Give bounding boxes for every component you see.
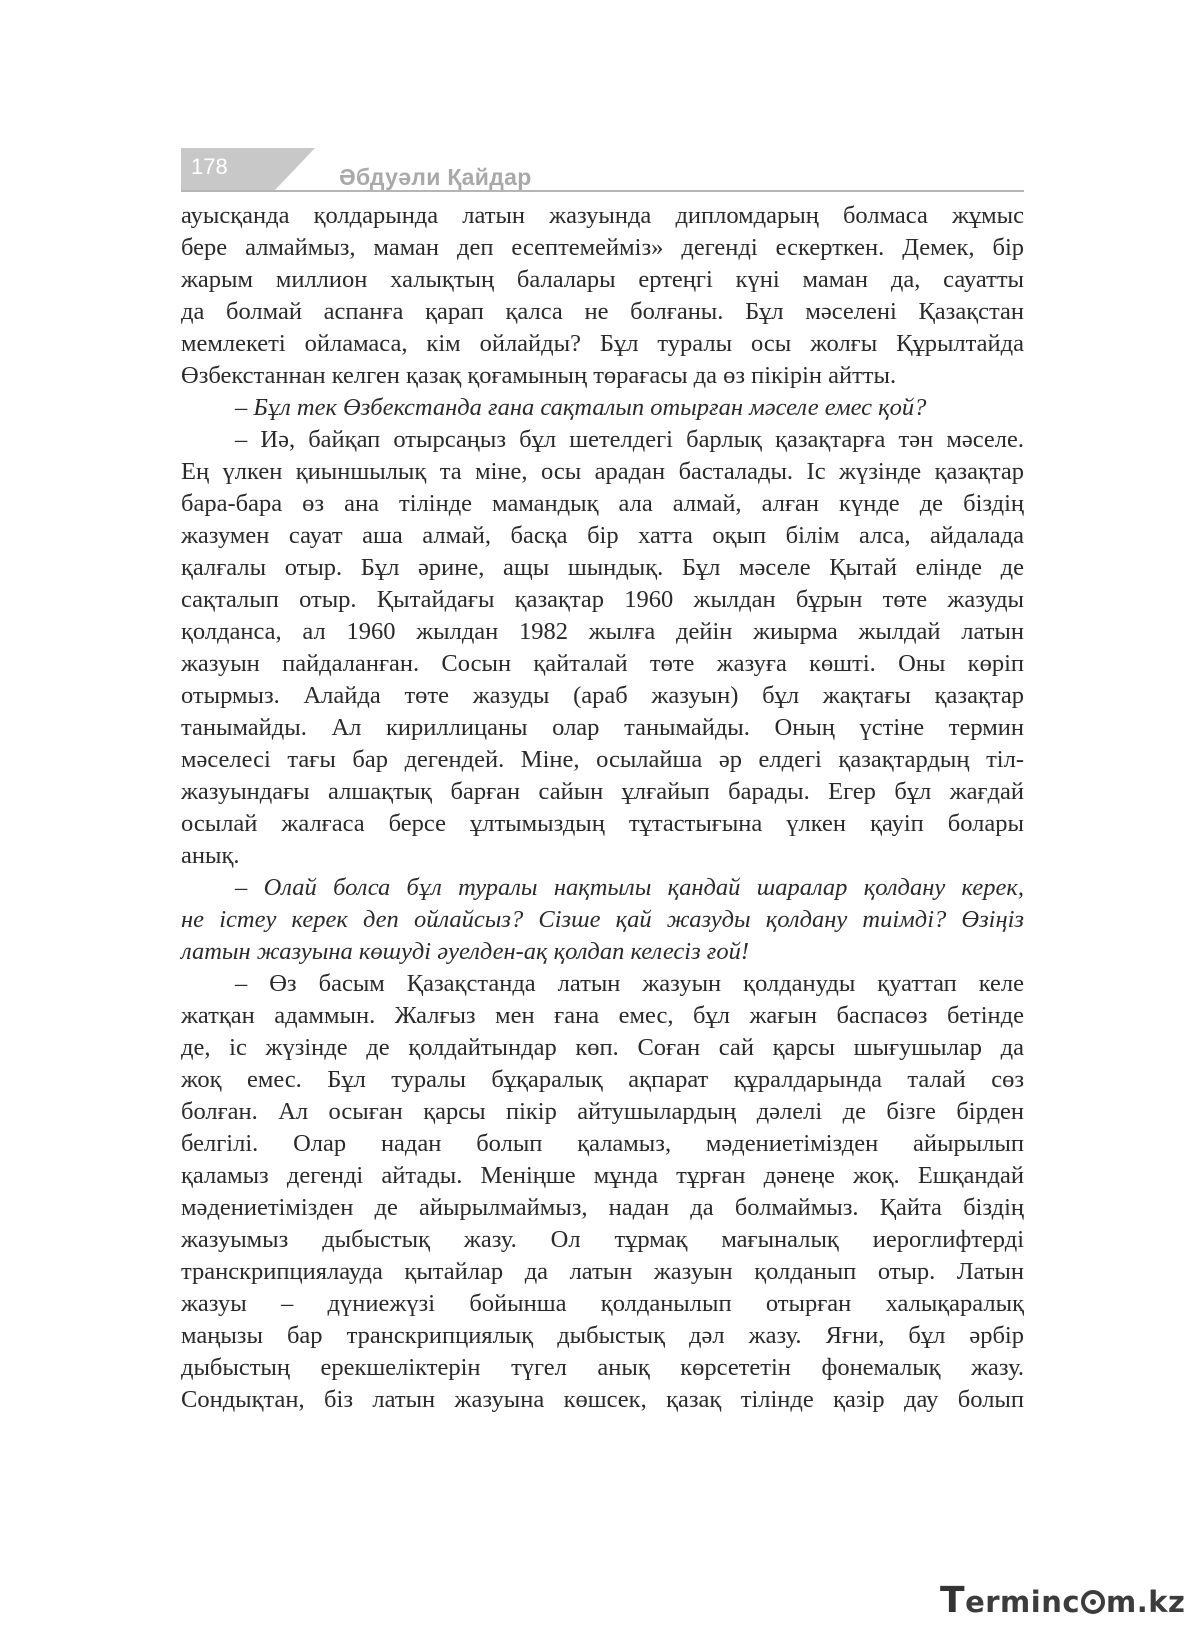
watermark-logo bbox=[940, 1580, 1185, 1624]
text-line: Ең үлкен қиыншылық та міне, осы арадан басталады. Іс жүзінде қазақтар bbox=[181, 458, 1024, 485]
text-line: бара-бара өз ана тілінде мамандық ала алмай, алған күнде де біздің bbox=[181, 490, 1024, 517]
text-line: – Өз басым Қазақстанда латын жазуын қолдануды қуаттап келе bbox=[235, 970, 1024, 997]
page-header bbox=[181, 148, 1024, 194]
text-line: ауысқанда қолдарында латын жазуында дипломдарың болмаса жұмыс bbox=[181, 202, 1024, 229]
text-line: болған. Ал осыған қарсы пікір айтушылардың дәлелі де бізге бірден bbox=[181, 1098, 1024, 1125]
circle-o-icon bbox=[1081, 1590, 1105, 1614]
text-line: жоқ емес. Бұл туралы бұқаралық ақпарат құралдарында талай сөз bbox=[181, 1066, 1024, 1093]
text-line: – Олай болса бұл туралы нақтылы қандай шаралар қолдану керек, bbox=[235, 874, 1024, 901]
running-head-author: Әбдуәли Қайдар bbox=[339, 164, 532, 190]
text-line: белгілі. Олар надан болып қаламыз, мәдениетімізден айырылып bbox=[181, 1130, 1024, 1157]
text-line: жарым миллион халықтың балалары ертеңгі күні маман да, сауатты bbox=[181, 266, 1024, 293]
text-line: жазуымыз дыбыстық жазу. Ол тұрмақ мағыналық иероглифтерді bbox=[181, 1226, 1024, 1253]
text-line: транскрипциялауда қытайлар да латын жазуын қолданып отыр. Латын bbox=[181, 1258, 1024, 1285]
watermark-letter: T bbox=[940, 1580, 966, 1621]
text-line: не істеу керек деп ойлайсыз? Сізше қай жазуды қолдану тиімді? Өзіңіз bbox=[181, 906, 1024, 933]
text-line: осылай жалғаса берсе ұлтымыздың тұтастығына үлкен қауіп болары bbox=[181, 810, 1024, 837]
text-line: отырмыз. Алайда төте жазуды (араб жазуын) бұл жақтағы қазақтар bbox=[181, 682, 1024, 709]
body-text bbox=[181, 200, 1024, 1416]
header-rule bbox=[181, 190, 1024, 192]
text-line: жазумен сауат аша алмай, басқа бір хатта оқып білім алса, айдалада bbox=[181, 522, 1024, 549]
text-line: – Бұл тек Өзбекстанда ғана сақталып отырған мәселе емес қой? bbox=[235, 394, 927, 421]
text-line: мәселесі тағы бар дегендей. Міне, осылайша әр елдегі қазақтардың тіл- bbox=[181, 746, 1024, 773]
text-line: Сондықтан, біз латын жазуына көшсек, қазақ тілінде қазір дау болып bbox=[181, 1386, 1024, 1413]
text-line: жазуын пайдаланған. Сосын қайталай төте жазуға көшті. Оны көріп bbox=[181, 650, 1024, 677]
text-line: жатқан адаммын. Жалғыз мен ғана емес, бұл жағын баспасөз бетінде bbox=[181, 1002, 1024, 1029]
text-line: бере алмаймыз, маман деп есептемейміз» дегенді ескерткен. Демек, бір bbox=[181, 234, 1024, 261]
text-line: – Иә, байқап отырсаңыз бұл шетелдегі барлық қазақтарға тән мәселе. bbox=[235, 426, 1024, 453]
text-line: жазуы – дүниежүзі бойынша қолданылып отырған халықаралық bbox=[181, 1290, 1024, 1317]
text-line: қалғалы отыр. Бұл әрине, ащы шындық. Бұл мәселе Қытай елінде де bbox=[181, 554, 1024, 581]
text-line: мемлекеті ойламаса, кім ойлайды? Бұл туралы осы жолғы Құрылтайда bbox=[181, 330, 1024, 357]
text-line: қолданса, ал 1960 жылдан 1982 жылға дейін жиырма жылдай латын bbox=[181, 618, 1024, 645]
text-line: мәдениетімізден де айырылмаймыз, надан да болмаймыз. Қайта біздің bbox=[181, 1194, 1024, 1221]
text-line: танымайды. Ал кириллицаны олар танымайды. Оның үстіне термин bbox=[181, 714, 1024, 741]
page-tab-slant bbox=[275, 148, 315, 190]
text-line: анық. bbox=[181, 842, 240, 869]
text-line: де, іс жүзінде де қолдайтындар көп. Соған сай қарсы шығушылар да bbox=[181, 1034, 1024, 1061]
watermark-text-end: m.kz bbox=[1106, 1585, 1185, 1619]
page-number: 178 bbox=[181, 148, 275, 190]
text-line: Өзбекстаннан келген қазақ қоғамының төрағасы да өз пікірін айтты. bbox=[181, 362, 897, 389]
text-line: дыбыстың ерекшеліктерін түгел анық көрсететін фонемалық жазу. bbox=[181, 1354, 1024, 1381]
text-line: да болмай аспанға қарап қалса не болғаны. Бұл мәселені Қазақстан bbox=[181, 298, 1024, 325]
text-line: латын жазуына көшуді әуелден-ақ қолдап келесіз ғой! bbox=[181, 938, 749, 965]
text-line: жазуындағы алшақтық барған сайын ұлғайып барады. Егер бұл жағдай bbox=[181, 778, 1024, 805]
text-line: сақталып отыр. Қытайдағы қазақтар 1960 жылдан бұрын төте жазуды bbox=[181, 586, 1024, 613]
text-line: қаламыз дегенді айтады. Меніңше мұнда тұрған дәнеңе жоқ. Ешқандай bbox=[181, 1162, 1024, 1189]
watermark-text: erminc bbox=[965, 1585, 1081, 1619]
text-line: маңызы бар транскрипциялық дыбыстық дәл жазу. Яғни, бұл әрбір bbox=[181, 1322, 1024, 1349]
